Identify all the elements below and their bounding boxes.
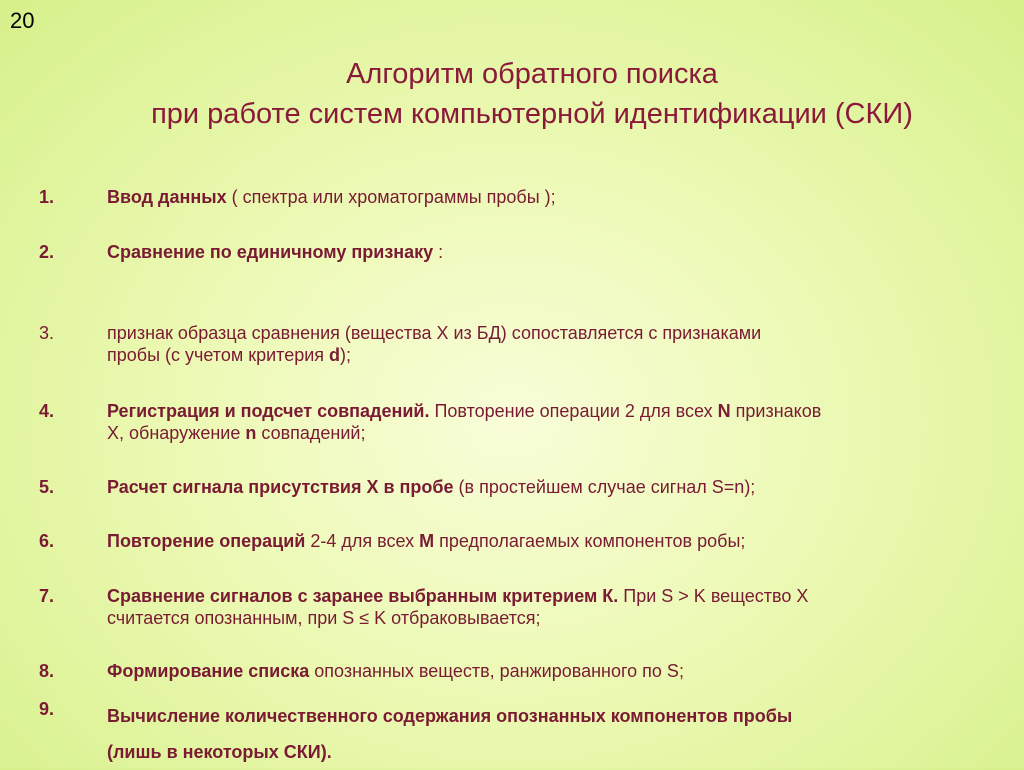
item-number: 8. <box>39 661 55 681</box>
item-number: 1. <box>39 187 55 207</box>
item-text: Повторение операций 2-4 для всех М предполагаемых компонентов робы; <box>107 531 746 551</box>
item-text: Расчет сигнала присутствия Х в пробе (в простейшем случае сигнал S=n); <box>107 477 756 497</box>
item-number: 5. <box>39 477 55 497</box>
item-number: 7. <box>39 586 55 606</box>
item-number: 3. <box>39 323 55 343</box>
item-text: Сравнение сигналов с заранее выбранным критерием К. При S > K вещество Х считается опознанным, при S ≤ K отбраковывается; <box>107 586 809 628</box>
item-text: Регистрация и подсчет совпадений. Повторение операции 2 для всех N признаков Х, обнаружение n совпадений; <box>107 401 822 443</box>
item-text: Вычисление количественного содержания опознанных компонентов пробы (лишь в некоторых СКИ). <box>107 706 793 762</box>
title-line-2: при работе систем компьютерной идентификации (СКИ) <box>151 98 913 130</box>
item-number: 6. <box>39 531 55 551</box>
item-number: 4. <box>39 401 55 421</box>
slide-number: 20 <box>10 8 35 33</box>
item-text: признак образца сравнения (вещества Х из БД) сопоставляется с признаками пробы (с учетом критерия d); <box>107 323 762 365</box>
item-number: 2. <box>39 242 55 262</box>
title-line-1: Алгоритм обратного поиска <box>346 58 718 90</box>
item-text: Сравнение по единичному признаку : <box>107 242 444 262</box>
item-text: Ввод данных ( спектра или хроматограммы пробы ); <box>107 187 556 207</box>
item-number: 9. <box>39 699 55 719</box>
item-text: Формирование списка опознанных веществ, ранжированного по S; <box>107 661 684 681</box>
slide-title <box>0 54 1024 134</box>
